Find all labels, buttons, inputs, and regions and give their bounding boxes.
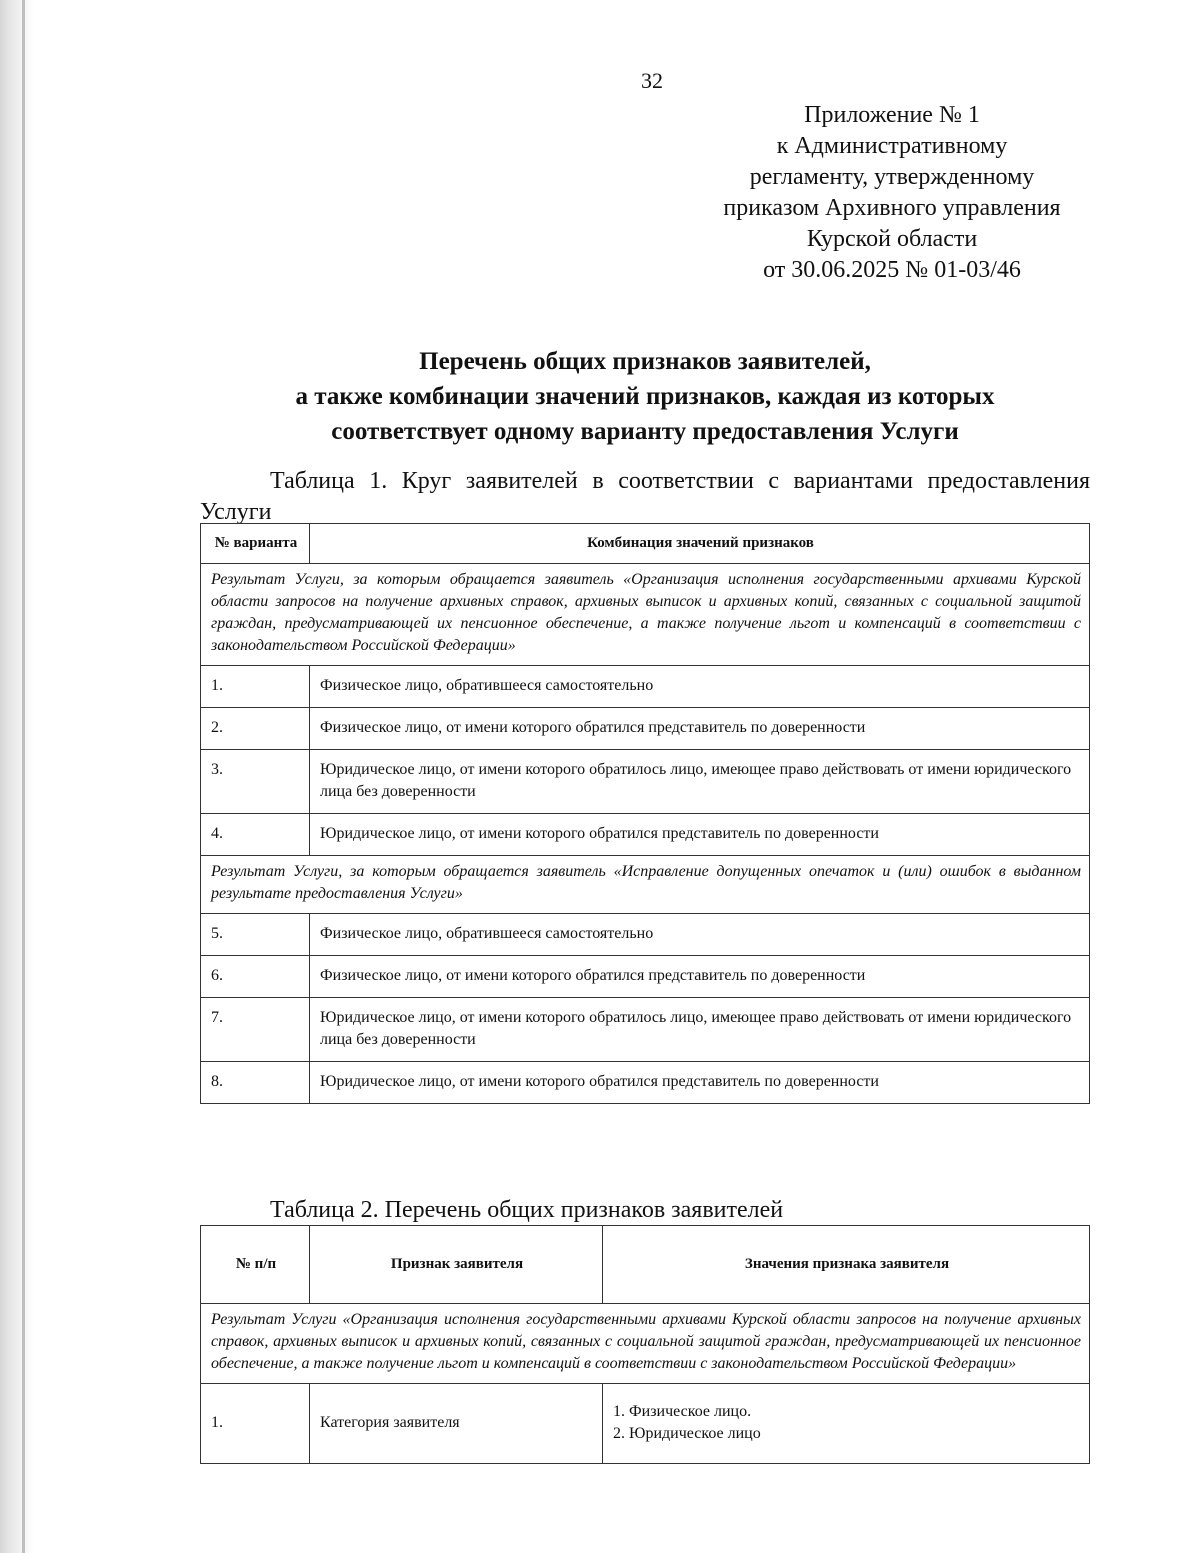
table2-header-row: [201, 1226, 1090, 1304]
table-row: [201, 914, 1090, 956]
table-row: [201, 814, 1090, 856]
table1-header-number: № варианта: [201, 524, 310, 564]
row-number: 1.: [201, 1384, 310, 1464]
row-number: 4.: [201, 814, 310, 856]
table2-section-text: Результат Услуги «Организация исполнения государственными архивами Курской области запросов на получение архивных справок, архивных выписок и архивных копий, связанных с социальной защитой граждан, предусматривающей их пенсионное обеспечение, а также получение льгот и компенсаций в соответствии с законодательством Российской Федерации»: [201, 1304, 1090, 1384]
table1-section-text: Результат Услуги, за которым обращается заявитель «Организация исполнения государственными архивами Курской области запросов на получение архивных справок, архивных выписок и архивных копий, связанных с социальной защитой граждан, предусматривающей их пенсионное обеспечение, а также получение льгот и компенсаций в соответствии с законодательством Российской Федерации»: [201, 564, 1090, 666]
appendix-line: к Административному: [776, 133, 1008, 159]
row-text: Физическое лицо, обратившееся самостоятельно: [310, 914, 1090, 956]
document-title: [200, 344, 1090, 449]
table1-section-row: [201, 564, 1090, 666]
row-text: Юридическое лицо, от имени которого обратилось лицо, имеющее право действовать от имени юридического лица без доверенности: [310, 998, 1090, 1062]
row-number: 3.: [201, 750, 310, 814]
title-line: а также комбинации значений признаков, каждая из которых: [295, 383, 995, 410]
table2-header-number: № п/п: [201, 1226, 310, 1304]
appendix-line: регламенту, утвержденному: [749, 164, 1035, 190]
scan-edge: [0, 0, 34, 1553]
row-number: 7.: [201, 998, 310, 1062]
table-row: [201, 998, 1090, 1062]
row-attribute: Категория заявителя: [310, 1384, 603, 1464]
appendix-line: Приложение № 1: [804, 102, 980, 128]
row-number: 5.: [201, 914, 310, 956]
title-line: соответствует одному варианту предоставления Услуги: [331, 418, 959, 445]
table2-section-row: [201, 1304, 1090, 1384]
title-line: Перечень общих признаков заявителей,: [419, 348, 871, 375]
row-text: Физическое лицо, от имени которого обратился представитель по доверенности: [310, 956, 1090, 998]
row-text: Юридическое лицо, от имени которого обратился представитель по доверенности: [310, 1062, 1090, 1104]
table-row: [201, 666, 1090, 708]
table-row: [201, 750, 1090, 814]
table-row: [201, 956, 1090, 998]
table1-section-row: [201, 856, 1090, 914]
table2: [200, 1225, 1090, 1464]
row-number: 1.: [201, 666, 310, 708]
value-item: 1. Физическое лицо.: [613, 1403, 752, 1420]
row-number: 2.: [201, 708, 310, 750]
table1-section-text: Результат Услуги, за которым обращается заявитель «Исправление допущенных опечаток и (или) ошибок в выданном результате предоставления Услуги»: [201, 856, 1090, 914]
table1-header-combination: Комбинация значений признаков: [310, 524, 1090, 564]
table2-header-values: Значения признака заявителя: [603, 1226, 1090, 1304]
table-row: [201, 1384, 1090, 1464]
row-text: Физическое лицо, обратившееся самостоятельно: [310, 666, 1090, 708]
appendix-line: Курской области: [806, 226, 978, 252]
scan-edge-line: [22, 0, 25, 1553]
row-text: Юридическое лицо, от имени которого обратилось лицо, имеющее право действовать от имени юридического лица без доверенности: [310, 750, 1090, 814]
table2-header-attribute: Признак заявителя: [310, 1226, 603, 1304]
page-number: 32: [641, 68, 663, 93]
appendix-block: [680, 100, 1104, 286]
row-text: Юридическое лицо, от имени которого обратился представитель по доверенности: [310, 814, 1090, 856]
table2-caption: Таблица 2. Перечень общих признаков заявителей: [270, 1197, 784, 1223]
value-item: 2. Юридическое лицо: [613, 1425, 761, 1442]
appendix-line: приказом Архивного управления: [723, 195, 1061, 221]
table-row: [201, 1062, 1090, 1104]
row-number: 6.: [201, 956, 310, 998]
table1: [200, 523, 1090, 1104]
row-text: Физическое лицо, от имени которого обратился представитель по доверенности: [310, 708, 1090, 750]
row-number: 8.: [201, 1062, 310, 1104]
table1-caption: Таблица 1. Круг заявителей в соответствии с вариантами предоставления Услуги: [200, 468, 1090, 525]
row-values: [603, 1384, 1090, 1464]
appendix-line: от 30.06.2025 № 01-03/46: [763, 257, 1021, 283]
table1-header-row: [201, 524, 1090, 564]
table-row: [201, 708, 1090, 750]
